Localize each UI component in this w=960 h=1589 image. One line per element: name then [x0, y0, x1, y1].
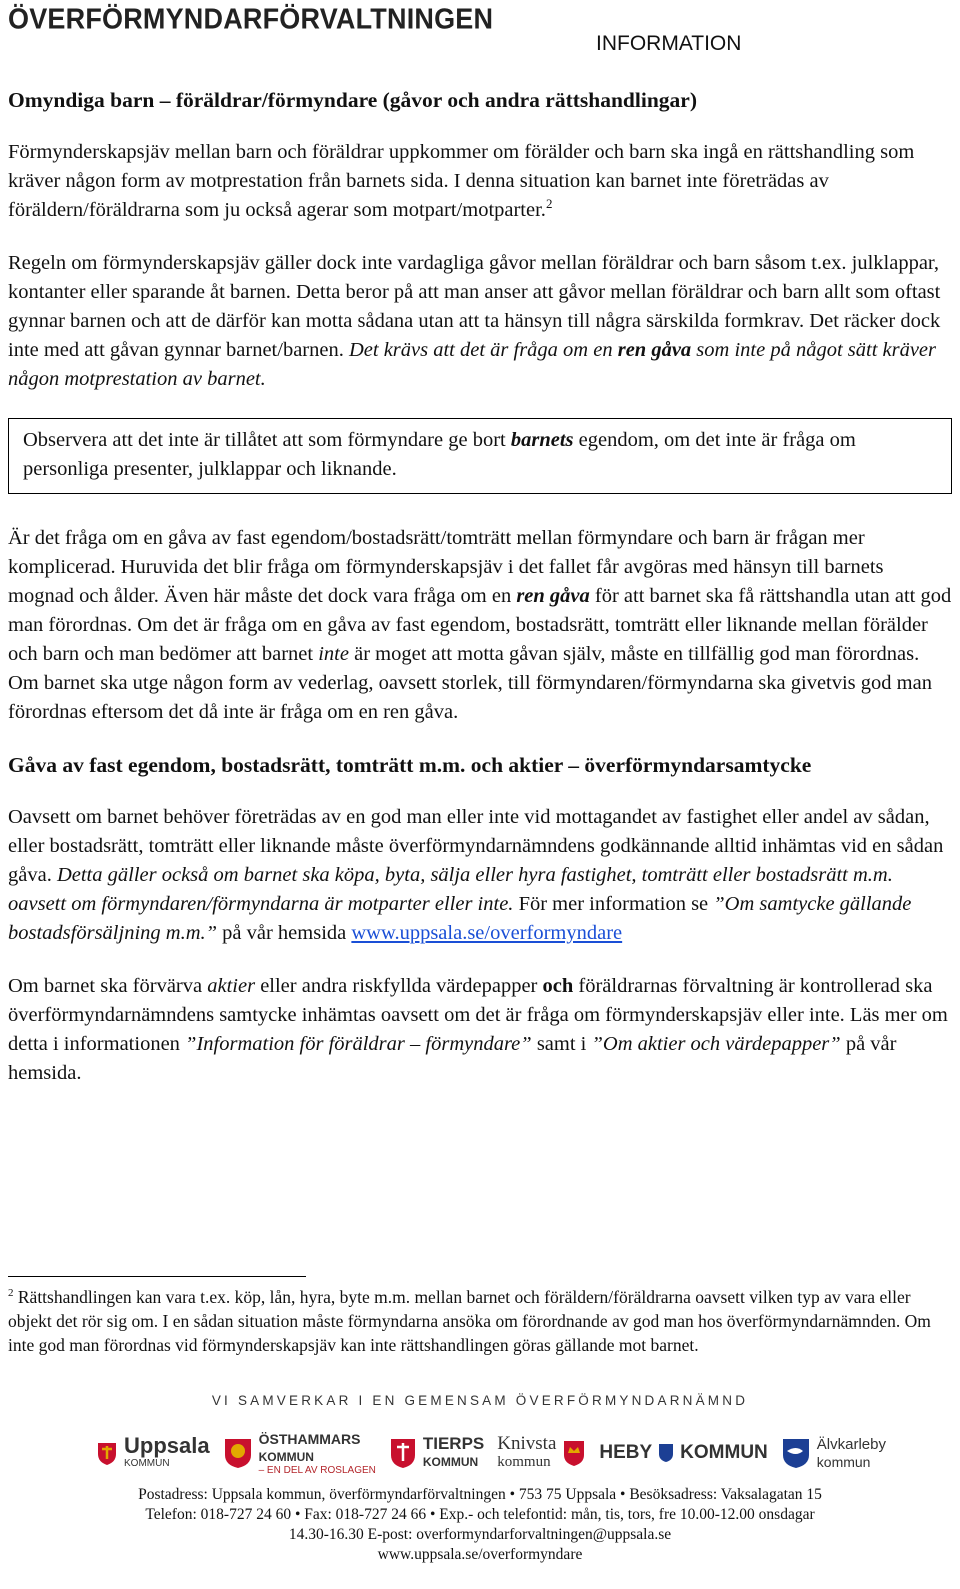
logo-osthammar	[223, 1431, 376, 1476]
brand-title: ÖVERFÖRMYNDARFÖRVALTNINGEN	[8, 3, 494, 35]
paragraph-real-estate-gift	[8, 524, 952, 727]
paragraph-text: Förmynderskapsjäv mellan barn och föräldrar uppkommer om förälder och barn ska ingå en rättshandling som kräver någon form av motprestation från barnets sida. I denna situation kan barnet inte företrädas av föräldern/föräldrarna som ju också agerar som motpart/motparter.	[8, 141, 915, 221]
footer-postal-address: Postadress: Uppsala kommun, överförmyndarförvaltningen • 753 75 Uppsala • Besöksadress: Vaksalagatan 15	[138, 1486, 822, 1503]
logo-uppsala-sub: KOMMUN	[124, 1457, 170, 1469]
paragraph-conflict-of-interest	[8, 138, 952, 225]
paragraph-text: samt i	[531, 1033, 592, 1055]
document-type-label: INFORMATION	[596, 32, 742, 55]
footnote-reference[interactable]: 2	[545, 196, 553, 212]
contact-footer	[0, 1485, 960, 1565]
logo-osthammar-tagline: – EN DEL AV ROSLAGEN	[258, 1464, 376, 1476]
logo-knivsta	[497, 1433, 586, 1470]
paragraph-consent	[8, 803, 952, 948]
cooperation-tagline: VI SAMVERKAR I EN GEMENSAM ÖVERFÖRMYNDARNÄMND	[211, 1393, 749, 1408]
footnote-text: Rättshandlingen kan vara t.ex. köp, lån, hyra, byte m.m. mellan barnet och föräldern/föräldrarna oavsett vilken typ av vara eller objekt det rör sig om. I en sådan situation måste förmyndarna ansöka om förordnande av god man hos överförmyndarnämnden. Om inte god man förordnas vid förmynderskapsjäv kan inte rättshandlingen göras gällande mot barnet.	[8, 1287, 931, 1355]
footer-website: www.uppsala.se/overformyndare	[377, 1546, 583, 1563]
notice-box	[8, 418, 952, 494]
paragraph-text: Oavsett om barnet behöver företrädas av en god man eller inte vid mottagandet av fastighet eller andel av sådan, eller bostadsrätt, tomträtt eller liknande måste överförmyndarnämndens godkännande alltid inhämtas vid en sådan gåva.	[8, 806, 944, 886]
uppsala-crest-icon	[96, 1440, 118, 1466]
paragraph-text: För mer information se	[513, 893, 714, 915]
emphasis-text: inte	[318, 643, 349, 665]
footer-phone-hours: Telefon: 018-727 24 60 • Fax: 018-727 24 66 • Exp.- och telefontid: mån, tis, tors, fre 10.00-12.00 onsdagar	[145, 1506, 815, 1523]
logo-heby-sub: KOMMUN	[680, 1442, 768, 1463]
emphasis-text: Det krävs att det är fråga om en	[348, 339, 618, 361]
logo-heby	[599, 1443, 767, 1463]
paragraph-text: Om barnet ska förvärva	[8, 975, 208, 997]
emphasis-text: som inte på något sätt kräver någon motprestation av barnet.	[8, 339, 937, 390]
emphasis-text: ”Om aktier och värdepapper”	[591, 1033, 841, 1055]
logo-knivsta-name: Knivsta	[497, 1433, 557, 1454]
document-body	[8, 86, 952, 1112]
logo-uppsala	[96, 1432, 210, 1469]
logo-tierp-sub: KOMMUN	[422, 1455, 479, 1469]
logo-osthammar-sub: KOMMUN	[258, 1449, 314, 1464]
footer-email: 14.30-16.30 E-post: overformyndarforvaltningen@uppsala.se	[288, 1526, 672, 1543]
municipality-logos	[96, 1426, 886, 1480]
logo-heby-name: HEBY	[599, 1442, 653, 1463]
emphasis-text: ”Information för föräldrar – förmyndare”	[185, 1033, 532, 1055]
notice-text	[23, 426, 937, 484]
paragraph-everyday-gifts	[8, 249, 952, 394]
emphasis-text: Detta gäller också om barnet ska köpa, byta, sälja eller hyra fastighet, tomträtt eller bostadsrätt m.m. oavsett om förmyndaren/förmyndarna är motparter eller inte.	[8, 864, 893, 915]
knivsta-crown-icon	[562, 1439, 586, 1467]
notice-text-b: egendom, om det inte är fråga om personliga presenter, julklappar och liknande.	[23, 429, 856, 480]
paragraph-text: föräldrarnas förvaltning är kontrollerad ska överförmyndarnämndens samtycke inhämtas oavsett om det är fråga om förmynderskapsjäv eller inte. Läs mer om detta i informationen	[8, 975, 948, 1055]
website-link[interactable]: www.uppsala.se/overformyndare	[351, 922, 623, 944]
footnote-number: 2	[8, 1287, 14, 1300]
paragraph-text: är moget att motta gåvan själv, måste en tillfällig god man förordnas. Om barnet ska utge någon form av vederlag, oavsett storlek, till förmyndaren/förmyndarna ska givetvis god man förordnas eftersom det då inte är fråga om en ren gåva.	[8, 643, 932, 723]
logo-alvkarleby	[781, 1436, 886, 1470]
emphasis-strong-text: ren gåva	[516, 585, 590, 607]
osthammar-crest-icon	[223, 1437, 253, 1469]
logo-knivsta-sub: kommun	[497, 1454, 551, 1470]
logo-alvkarleby-sub: kommun	[816, 1454, 871, 1470]
emphasis-text: aktier	[207, 975, 256, 997]
paragraph-text: på vår hemsida.	[8, 1033, 897, 1084]
paragraph-text: eller andra riskfyllda värdepapper	[255, 975, 543, 997]
emphasis-text: ”Om samtycke gällande bostadsförsäljning m.m.”	[8, 893, 912, 944]
page-title: Omyndiga barn – föräldrar/förmyndare (gåvor och andra rättshandlingar)	[8, 88, 697, 112]
logo-tierp	[389, 1436, 484, 1470]
strong-text: och	[542, 975, 574, 997]
tierp-crest-icon	[389, 1437, 417, 1469]
paragraph-text: på vår hemsida	[217, 922, 352, 944]
logo-alvkarleby-name: Älvkarleby	[816, 1436, 886, 1453]
logo-uppsala-name: Uppsala	[124, 1432, 210, 1458]
paragraph-text: för att barnet ska få rättshandla utan att god man förordnas. Om det är fråga om en gåva av fast egendom, bostadsrätt, tomträtt eller liknande mellan förälder och barn och man bedömer att barnet	[8, 585, 952, 665]
alvkarleby-fish-icon	[781, 1437, 811, 1469]
section-heading: Gåva av fast egendom, bostadsrätt, tomträtt m.m. och aktier – överförmyndarsamtycke	[8, 753, 812, 777]
notice-text-a: Observera att det inte är tillåtet att som förmyndare ge bort	[23, 429, 511, 451]
heby-crest-icon	[658, 1443, 674, 1463]
logo-tierp-name: TIERPS	[422, 1434, 485, 1453]
paragraph-text: Regeln om förmynderskapsjäv gäller dock inte vardagliga gåvor mellan föräldrar och barn såsom t.ex. julklappar, kontanter eller sparande åt barnen. Detta beror på att man anser att gåvor mellan föräldrar och barn allt som oftast gynnar barnen och att de därför kan motta sådana utan att ta hänsyn till några särskilda formkrav. Det räcker dock inte med att gåvan gynnar barnet/barnen.	[8, 252, 941, 361]
logo-osthammar-name: ÖSTHAMMARS	[258, 1430, 361, 1447]
footnote-divider	[8, 1276, 306, 1277]
footnote	[8, 1285, 952, 1357]
paragraph-text: Är det fråga om en gåva av fast egendom/bostadsrätt/tomträtt mellan förmyndare och barn är frågan mer komplicerad. Huruvida det blir fråga om förmynderskapsjäv i det fallet får avgöras med hänsyn till barnets mognad och ålder. Även här måste det dock vara fråga om en	[8, 527, 884, 607]
paragraph-shares	[8, 972, 952, 1088]
emphasis-strong-text: barnets	[510, 429, 574, 451]
emphasis-strong-text: ren gåva	[617, 339, 692, 361]
